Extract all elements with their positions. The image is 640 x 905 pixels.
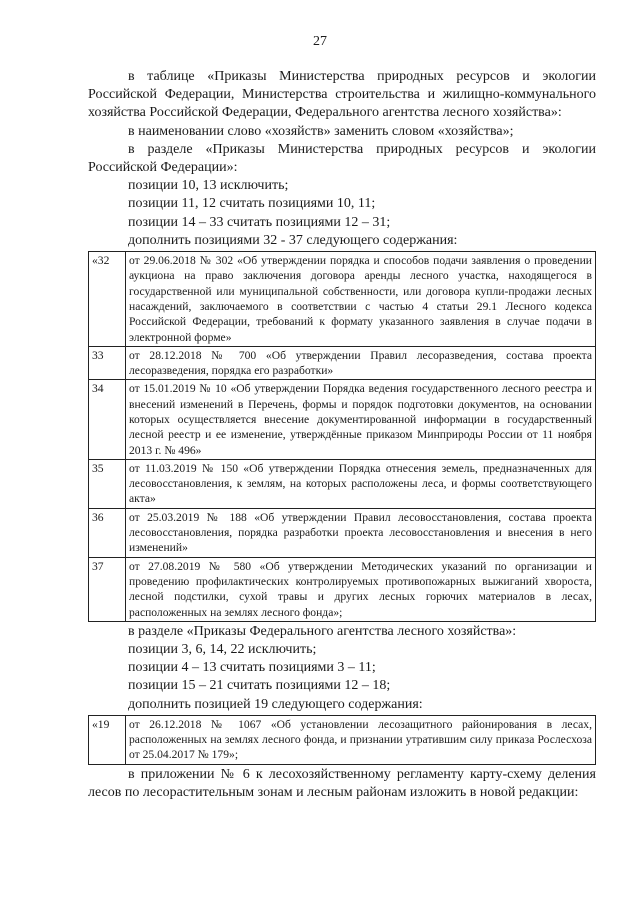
paragraph: позиции 11, 12 считать позициями 10, 11; xyxy=(128,196,376,212)
paragraph: позиции 10, 13 исключить; xyxy=(128,178,289,194)
position-text: от 26.12.2018 № 1067 «Об установлении лесозащитного районирования в лесах, расположенных на землях лесного фонда, и признании утратившим силу приказа Рослесхоза от 25.04.2017 № 179»; xyxy=(126,715,596,764)
page-number: 27 xyxy=(313,34,327,49)
table-row xyxy=(89,508,596,557)
position-number: 35 xyxy=(89,459,126,508)
positions-table-rosleshoz xyxy=(88,715,596,765)
position-text: от 28.12.2018 № 700 «Об утверждении Правил лесоразведения, состава проекта лесоразведения, порядка его разработки» xyxy=(126,346,596,380)
document-body xyxy=(88,68,596,802)
paragraph: дополнить позицией 19 следующего содержания: xyxy=(128,696,423,712)
paragraph: позиции 4 – 13 считать позициями 3 – 11; xyxy=(128,660,376,676)
paragraph: позиции 14 – 33 считать позициями 12 – 31; xyxy=(128,214,391,230)
paragraph: в приложении № 6 к лесохозяйственному регламенту карту-схему деления лесов по лесорастительным зонам и лесным районам изложить в новой редакции: xyxy=(88,766,596,800)
paragraph: позиции 15 – 21 считать позициями 12 – 18; xyxy=(128,678,391,694)
position-number: 36 xyxy=(89,508,126,557)
position-text: от 15.01.2019 № 10 «Об утверждении Порядка ведения государственного лесного реестра и внесений изменений в Перечень, формы и порядок подготовки документов, на основании которых осуществляется внесение документированной информации в государственный лесной реестр и ее изменение, утверждённые приказом Минприроды России от 11 ноября 2013 г. № 496» xyxy=(126,380,596,459)
table-row xyxy=(89,252,596,347)
paragraph: в таблице «Приказы Министерства природных ресурсов и экологии Российской Федерации, Министерства строительства и жилищно-коммунального хозяйства Российской Федерации, Федерального агентства лесного хозяйства»: xyxy=(88,69,596,121)
paragraph: в разделе «Приказы Федерального агентства лесного хозяйства»: xyxy=(128,623,517,639)
position-number: 34 xyxy=(89,380,126,459)
paragraph: в наименовании слово «хозяйств» заменить словом «хозяйства»; xyxy=(128,123,514,139)
position-number: 33 xyxy=(89,346,126,380)
table-row xyxy=(89,715,596,764)
table-row xyxy=(89,380,596,459)
position-number: «32 xyxy=(89,252,126,347)
position-number: «19 xyxy=(89,715,126,764)
paragraph: дополнить позициями 32 - 37 следующего содержания: xyxy=(128,232,458,248)
paragraph: в разделе «Приказы Министерства природных ресурсов и экологии Российской Федерации»: xyxy=(88,141,596,176)
position-text: от 11.03.2019 № 150 «Об утверждении Порядка отнесения земель, предназначенных для лесовосстановления, к землям, на которых расположены леса, и формы соответствующего акта» xyxy=(126,459,596,508)
table-row xyxy=(89,459,596,508)
table-row xyxy=(89,557,596,621)
positions-table-minprirody xyxy=(88,251,596,622)
position-text: от 27.08.2019 № 580 «Об утверждении Методических указаний по организации и проведению профилактических контролируемых противопожарных выжиганий хвороста, лесной подстилки, сухой травы и других лесных горючих материалов в лесах, расположенных на землях лесного фонда»; xyxy=(126,557,596,621)
paragraph: позиции 3, 6, 14, 22 исключить; xyxy=(128,642,317,658)
table-row xyxy=(89,346,596,380)
position-text: от 25.03.2019 № 188 «Об утверждении Правил лесовосстановления, состава проекта лесовосстановления, порядка разработки проекта лесовосстановления и внесения в него изменений» xyxy=(126,508,596,557)
position-number: 37 xyxy=(89,557,126,621)
position-text: от 29.06.2018 № 302 «Об утверждении порядка и способов подачи заявления о проведении аукциона на право заключения договора аренды лесного участка, находящегося в государственной или муниципальной собственности, или договора купли-продажи лесных насаждений, заключаемого в соответствии с частью 4 статьи 29.1 Лесного кодекса Российской Федерации, требований к формату указанного заявления в случае подачи в электронной форме» xyxy=(126,252,596,347)
